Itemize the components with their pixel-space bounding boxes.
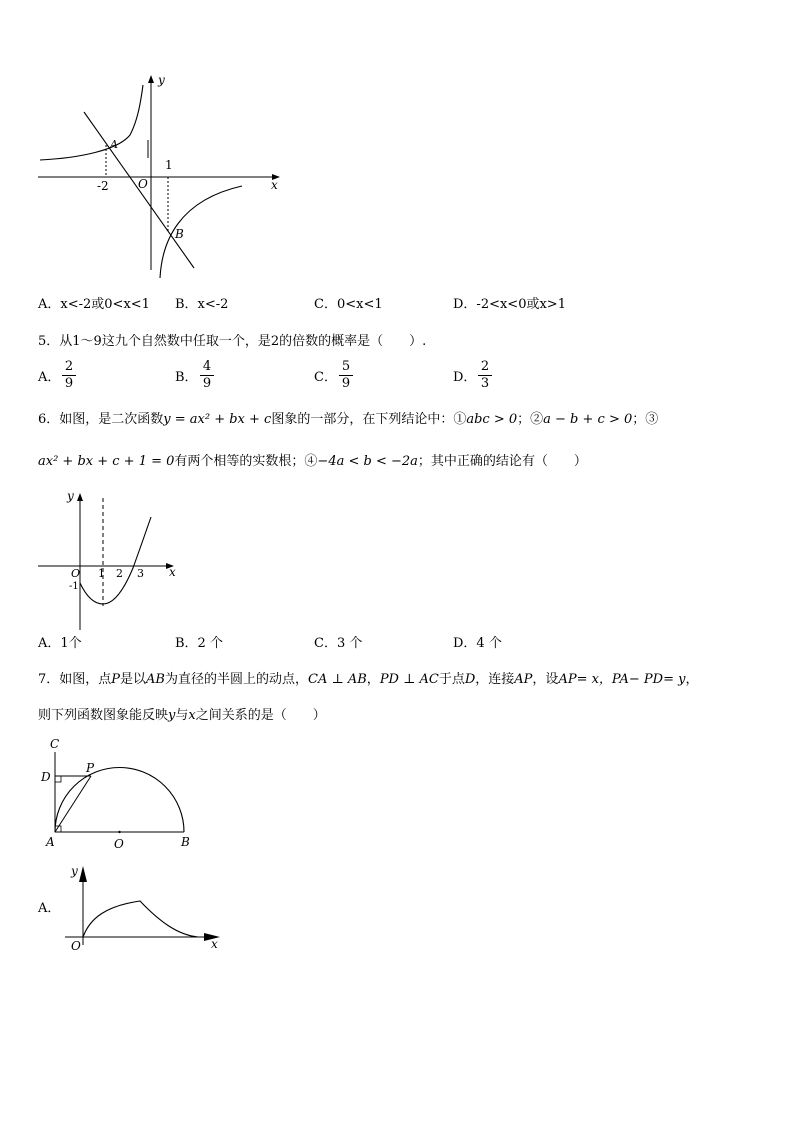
q7a-label-x: x [211,937,218,951]
q6-label-two: 2 [116,567,123,580]
q7-l2-y: y [168,708,176,723]
q7-PD: PD ⊥ AC [379,672,439,687]
q7-label-O: O [114,837,124,851]
q7-option-a-label[interactable]: A． [38,901,61,916]
q7-label-B: B [181,835,190,849]
q4-label-A: A [110,138,118,151]
q7-D: D [464,672,476,687]
q7-label-D: D [41,770,51,784]
q7-t5: ，连接 [475,672,515,687]
q5-c-den: 9 [341,376,351,391]
q4-option-d[interactable]: D．-2<x<0或x>1 [453,297,566,312]
q5-option-a-letter[interactable]: A． [38,370,61,385]
q7a-curve [83,901,198,937]
q5-option-d-letter[interactable]: D． [453,370,477,385]
q6-mid: 图象的一部分，在下列结论中：① [271,412,467,427]
q7-prefix: 7．如图，点 [38,672,112,687]
q6-func: y = ax² + bx + c [163,412,272,427]
q6-option-c[interactable]: C．3 个 [314,636,363,651]
q7-CA: CA ⊥ AB [308,672,367,687]
q6-option-b[interactable]: B．2 个 [175,636,223,651]
q6-label-one: 1 [98,567,105,580]
q4-option-a[interactable]: A．x<-2或0<x<1 [38,297,150,312]
q7-l2-t3: 之间关系的是（ ） [195,708,326,723]
q7-l2-t1: 则下列函数图象能反映 [38,708,169,723]
q6-c4: −4a < b < −2a [317,454,418,469]
q4-option-c[interactable]: C．0<x<1 [314,297,383,312]
q6-option-d[interactable]: D．4 个 [453,636,502,651]
q4-label-O: O [138,177,148,191]
q6-label-neg1: -1 [69,581,79,592]
q5-a-num: 2 [62,360,76,376]
q4-label-one: 1 [165,158,173,172]
q4-label-neg2: -2 [97,179,109,193]
q7-P: P [111,672,121,687]
q6-c2: a − b + c > 0 [543,412,633,427]
q6-option-a[interactable]: A．1个 [38,636,82,651]
q6-label-O: O [71,567,81,580]
q6-label-y: y [67,489,74,503]
q7-AP: AP [514,672,533,687]
q5-d-num: 2 [478,360,492,376]
q7-t7: ， [685,672,699,687]
q7-label-A: A [46,835,55,849]
q5-b-den: 9 [202,376,212,391]
q7-set: AP= x，PA− PD= y [558,672,686,687]
q6-sep2: ；③ [632,412,659,427]
q5-option-b-letter[interactable]: B． [175,370,198,385]
q6-label-x: x [169,565,176,579]
q7-t6: ，设 [532,672,559,687]
q5-c-num: 5 [339,360,353,376]
q6-sep1: ；② [517,412,544,427]
q7-l2-x: x [188,708,196,723]
q6-label-three: 3 [137,567,144,580]
q7-t3: ， [366,672,380,687]
q5-a-den: 9 [64,376,74,391]
q5-b-num: 4 [200,360,214,376]
q7-l2-t2: 与 [175,708,189,723]
q7a-y-arrow [79,866,87,882]
q5-stem: 5．从1～9这九个自然数中任取一个，是2的倍数的概率是（ ）. [38,334,427,349]
q5-option-c-letter[interactable]: C． [314,370,337,385]
q7a-label-O: O [71,939,81,953]
q6-prefix: 6．如图，是二次函数 [38,412,164,427]
q5-d-den: 3 [480,376,490,391]
q4-label-y: y [158,73,165,87]
q6-tail: ；其中正确的结论有（ ） [417,454,587,469]
q6-c1: abc > 0 [466,412,518,427]
q4-option-b[interactable]: B．x<-2 [175,297,229,312]
q6-mid2: 有两个相等的实数根；④ [174,454,318,469]
q7-AB: AB [146,672,165,687]
q6-c3: ax² + bx + c + 1 = 0 [38,454,175,469]
q4-label-B: B [175,227,184,241]
q7-label-C: C [50,737,60,751]
q7-t2: 为直径的半圆上的动点， [165,672,309,687]
q7a-label-y: y [71,864,78,878]
q4-label-x: x [271,178,278,192]
q7-t4: 于点 [438,672,465,687]
q7-label-P: P [86,761,95,775]
q7-t1: 是以 [120,672,147,687]
